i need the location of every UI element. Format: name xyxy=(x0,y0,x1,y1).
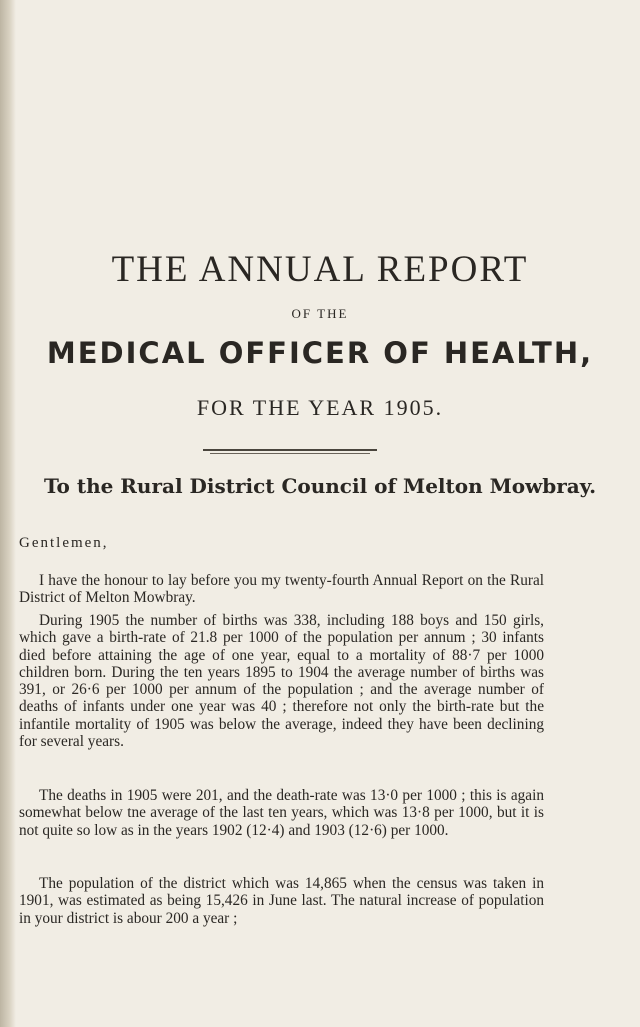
salutation: Gentlemen, xyxy=(19,535,109,551)
report-title: THE ANNUAL REPORT xyxy=(111,249,529,290)
year-heading: FOR THE YEAR 1905. xyxy=(196,395,444,420)
divider-rule-thin xyxy=(210,453,370,454)
title-connector: OF THE xyxy=(291,306,349,321)
paragraph: The deaths in 1905 were 201, and the death-rate was 13·0 per 1000 ; this is again somewhat below tne average of the last ten years, which was 13·8 per 1000, but it is not quite so low as in the years 1902 (12·4) and 1903 (12·6) per 1000. xyxy=(19,787,544,839)
paragraph: I have the honour to lay before you my twenty-fourth Annual Report on the Rural District of Melton Mowbray. xyxy=(19,572,544,607)
officer-heading: MEDICAL OFFICER OF HEALTH, xyxy=(46,336,594,370)
paragraph: During 1905 the number of births was 338, including 188 boys and 150 girls, which gave a birth-rate of 21.8 per 1000 of the population per annum ; 30 infants died before attaining the age of one year, equal to a mortality of 88·7 per 1000 children born. During the ten years 1895 to 1904 the average number of births was 391, or 26·6 per 1000 per annum of the population ; and the average number of deaths of infants under one year was 40 ; therefore not only the birth-rate but the infantile mortality of 1905 was below the average, indeed they have been declining for several years. xyxy=(19,612,544,751)
paragraph: The population of the district which was 14,865 when the census was taken in 1901, was estimated as being 15,426 in June last. The natural increase of population in your district is abour 200 a year ; xyxy=(19,875,544,927)
page-spine xyxy=(0,0,16,1027)
address-line: To the Rural District Council of Melton Mowbray. xyxy=(43,474,597,498)
divider-rule xyxy=(203,449,377,451)
